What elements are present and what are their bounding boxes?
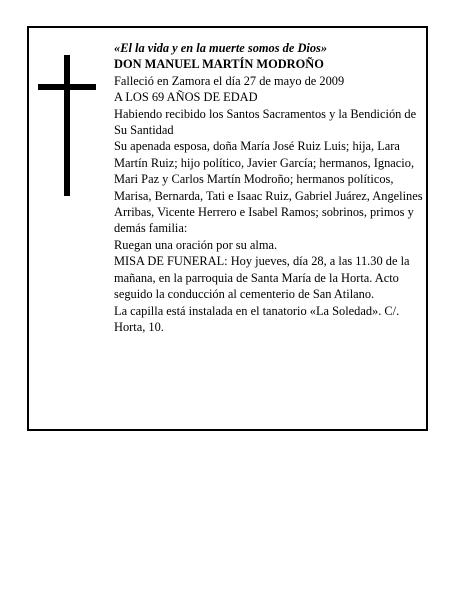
family-paragraph: Su apenada esposa, doña María José Ruiz Luis; hija, Lara Martín Ruiz; hijo político, Javier García; hermanos, Ignacio, Mari Paz y Carlos Martín Modroño; hermanos políticos, Marisa, Bernarda, Tati e Isaac Ruiz, Gabriel Juárez, Angelines Arribas, Vicente Herrero e Isabel Ramos; sobrinos, primos y demás familia: — [114, 139, 423, 236]
motto: «El la vida y en la muerte somos de Dios» — [114, 41, 328, 55]
deceased-name: DON MANUEL MARTÍN MODROÑO — [114, 57, 324, 72]
obituary-text — [114, 40, 424, 335]
funeral-paragraph: MISA DE FUNERAL: Hoy jueves, día 28, a las 11.30 de la mañana, en la parroquia de Santa María de la Horta. Acto seguido la conducción al cementerio de San Atilano. — [114, 254, 410, 302]
prayer-line: Ruegan una oración por su alma. — [114, 237, 278, 252]
sacraments-paragraph: Habiendo recibido los Santos Sacramentos y la Bendición de Su Santidad — [114, 106, 417, 138]
cross-icon-horizontal-bar — [38, 84, 96, 90]
cross-icon-vertical-bar — [64, 55, 70, 196]
death-line: Falleció en Zamora el día 27 de mayo de 2009 — [114, 73, 345, 88]
chapel-paragraph: La capilla está instalada en el tanatorio «La Soledad». C/. Horta, 10. — [114, 303, 400, 334]
age-line: A LOS 69 AÑOS DE EDAD — [114, 90, 258, 105]
